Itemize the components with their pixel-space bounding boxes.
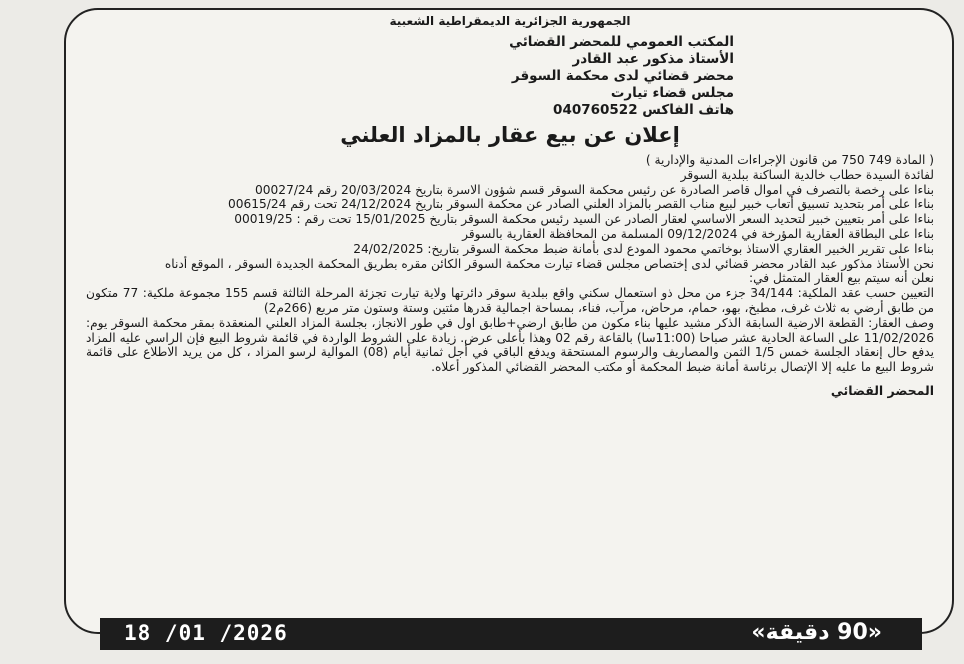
notice-document (86, 14, 934, 614)
footer-bar (100, 618, 922, 650)
body-paragraph: بناءا على رخصة بالتصرف في اموال قاصر الصادرة عن رئيس محكمة السوقر قسم شؤون الاسرة بتاريخ 20/03/2024 رقم 00027/24 (255, 182, 934, 197)
body-paragraph: نحن الأستاذ مذكور عبد القادر محضر قضائي لدى إختصاص مجلس قضاء تيارت محكمة السوقر الكائن مقره بطريق المحكمة الجديدة السوقر ، الموقع أدناه (164, 256, 934, 271)
body-paragraph: وصف العقار: القطعة الارضية السابقة الذكر مشيد عليها بناء مكون من طابق ارضي+طابق اول في طور الانجاز، بجلسة المزاد العلني المنعقدة بمقر محكمة السوقر يوم: 11/02/2026 على الساعة الحادية عشر صباحا (11:00سا) بالقاعة رقم 02 وهذا بأعلى عرض. زيادة على الشروط الواردة في قائمة شروط البيع فإن الراسي عليه المزاد يدفع حال إنعقاد الجلسة خمس 1/5 الثمن والمصاريف والرسوم المستحقة ويدفع الباقي في أجل ثمانية أيام (08) الموالية لرسو المزاد ، كل من يريد الاطلاع على قائمة شروط البيع ما عليه إلا الإتصال برئاسة أمانة ضبط المحكمة أو مكتب المحضر القضائي المذكور أعلاه. (86, 315, 934, 375)
body-paragraph: لفائدة السيدة حطاب خالدية الساكنة ببلدية السوقر (680, 167, 934, 182)
header-line: المكتب العمومي للمحضر القضائي (509, 34, 734, 50)
header-line: الأستاذ مذكور عبد القادر (572, 51, 734, 67)
header-line: محضر قضائي لدى محكمة السوقر (511, 68, 734, 84)
brand-label: «90 دقيقة» (751, 620, 882, 645)
signature: المحضر القضائي (830, 382, 934, 398)
body-paragraph: بناءا على أمر بتحديد تسبيق أتعاب خبير لبيع مناب القصر بالمزاد العلني الصادر عن محكمة السوقر بتاريخ 24/12/2024 تحت رقم 00615/24 (228, 197, 934, 212)
notice-body (86, 153, 934, 375)
body-paragraph: بناءا على البطاقة العقارية المؤرخة في 09/12/2024 المسلمة من المحافظة العقارية بالسوقر (462, 226, 934, 241)
header-line: هاتف الفاكس 040760522 (553, 102, 734, 118)
notice-title: إعلان عن بيع عقار بالمزاد العلني (340, 123, 680, 147)
body-paragraph: نعلن أنه سيتم بيع العقار المتمثل في: (749, 271, 934, 286)
header-line: مجلس قضاء تيارت (610, 85, 734, 101)
office-header (86, 34, 734, 119)
republic-heading: الجمهورية الجزائرية الديمقراطية الشعبية (389, 14, 631, 28)
body-paragraph: بناءا على تقرير الخبير العقاري الاستاذ بوخاتمي محمود المودع لدى بأمانة ضبط محكمة السوقر بتاريخ: 24/02/2025 (353, 241, 934, 256)
body-paragraph: ( المادة 749 750 من قانون الإجراءات المدنية والإدارية ) (645, 153, 934, 167)
body-paragraph: بناءا على أمر بتعيين خبير لتحديد السعر الاساسي لعقار الصادر عن السيد رئيس محكمة السوقر بتاريخ 15/01/2025 تحت رقم : 00019/25 (234, 212, 934, 227)
body-paragraph: التعيين حسب عقد الملكية: 34/144 جزء من محل ذو استعمال سكني واقع ببلدية سوقر دائرتها ولاية تيارت تجزئة المرحلة الثالثة قسم 155 مجموعة ملكية: 77 متكون من طابق أرضي به ثلاث غرف، مطبخ، بهو، حمام، مرحاض، مرآب، فناء، بمساحة اجمالية قدرها مئتين وستة وستون متر مربع (266م2) (86, 286, 934, 315)
publication-date: 18 /01 /2026 (124, 621, 288, 645)
